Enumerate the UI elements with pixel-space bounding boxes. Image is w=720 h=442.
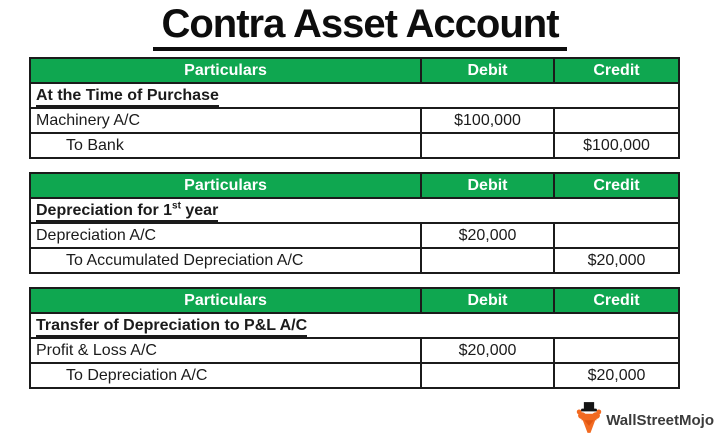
journal-table-transfer (29, 287, 680, 389)
particulars-cell: Profit & Loss A/C (30, 338, 421, 363)
column-header-debit: Debit (421, 173, 554, 198)
page-title: Contra Asset Account (153, 2, 566, 51)
table-row (30, 108, 679, 133)
debit-cell: $100,000 (421, 108, 554, 133)
table-row (30, 133, 679, 158)
credit-cell: $20,000 (554, 248, 679, 273)
column-header-credit: Credit (554, 173, 679, 198)
table-row (30, 223, 679, 248)
particulars-cell: To Bank (30, 133, 421, 158)
header-row (30, 173, 679, 198)
section-title: Depreciation for 1st year (30, 198, 679, 223)
title-row (0, 2, 720, 51)
strongman-tophat-icon (575, 401, 603, 439)
credit-cell: $20,000 (554, 363, 679, 388)
section-title: At the Time of Purchase (30, 83, 679, 108)
credit-cell: $100,000 (554, 133, 679, 158)
table-row (30, 338, 679, 363)
table-row (30, 363, 679, 388)
journal-tables (29, 57, 678, 402)
column-header-particulars: Particulars (30, 288, 421, 313)
column-header-particulars: Particulars (30, 173, 421, 198)
column-header-debit: Debit (421, 288, 554, 313)
credit-cell (554, 338, 679, 363)
debit-cell (421, 133, 554, 158)
journal-table-depreciation (29, 172, 680, 274)
header-row (30, 58, 679, 83)
section-row (30, 198, 679, 223)
column-header-particulars: Particulars (30, 58, 421, 83)
debit-cell (421, 248, 554, 273)
particulars-cell: Machinery A/C (30, 108, 421, 133)
section-row (30, 83, 679, 108)
particulars-cell: Depreciation A/C (30, 223, 421, 248)
debit-cell: $20,000 (421, 338, 554, 363)
journal-table-purchase (29, 57, 680, 159)
column-header-credit: Credit (554, 288, 679, 313)
header-row (30, 288, 679, 313)
wallstreetmojo-logo (575, 401, 714, 439)
particulars-cell: To Depreciation A/C (30, 363, 421, 388)
column-header-debit: Debit (421, 58, 554, 83)
debit-cell: $20,000 (421, 223, 554, 248)
logo-text: WallStreetMojo (606, 411, 714, 429)
table-row (30, 248, 679, 273)
section-row (30, 313, 679, 338)
credit-cell (554, 223, 679, 248)
debit-cell (421, 363, 554, 388)
particulars-cell: To Accumulated Depreciation A/C (30, 248, 421, 273)
section-title: Transfer of Depreciation to P&L A/C (30, 313, 679, 338)
column-header-credit: Credit (554, 58, 679, 83)
credit-cell (554, 108, 679, 133)
